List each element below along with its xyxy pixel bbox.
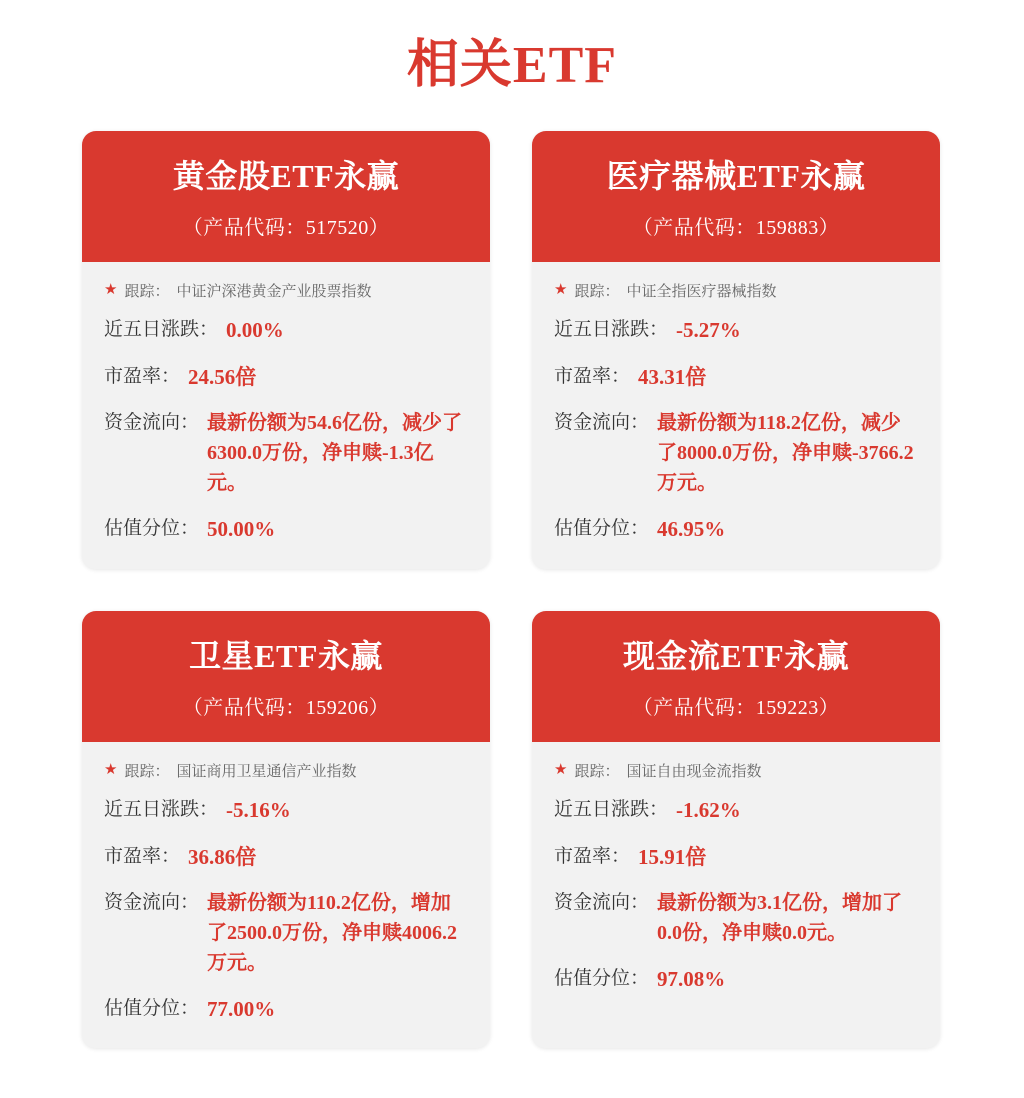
metric-label: 估值分位： bbox=[554, 967, 650, 989]
etf-code bbox=[100, 211, 472, 240]
etf-code-value: 517520 bbox=[305, 217, 369, 240]
metric-valuation-percentile bbox=[554, 514, 918, 544]
metric-value: 最新份额为110.2亿份，增加了2500.0万份，净申赎4006.2万元。 bbox=[207, 891, 458, 974]
metric-value: 最新份额为3.1亿份，增加了0.0份，净申赎0.0元。 bbox=[657, 891, 903, 944]
tracking-index-label: 跟踪： bbox=[574, 284, 620, 301]
etf-code-suffix: ） bbox=[368, 217, 390, 240]
metric-label: 市盈率： bbox=[104, 845, 181, 867]
metric-value: 46.95% bbox=[657, 517, 726, 542]
metric-five-day-change bbox=[104, 315, 468, 345]
metric-five-day-change bbox=[554, 315, 918, 345]
metric-value: 24.56倍 bbox=[188, 364, 257, 389]
metric-pe-ratio bbox=[554, 362, 918, 392]
metric-label: 估值分位： bbox=[104, 518, 200, 540]
metric-value: -5.27% bbox=[676, 318, 741, 343]
metric-value: -1.62% bbox=[676, 798, 741, 823]
metric-value: -5.16% bbox=[226, 798, 291, 823]
metric-label: 近五日涨跌： bbox=[104, 319, 219, 341]
tracking-index-label: 跟踪： bbox=[574, 764, 620, 781]
metric-label: 资金流向： bbox=[554, 891, 650, 913]
tracking-index-row bbox=[554, 760, 918, 781]
metric-label: 资金流向： bbox=[554, 412, 650, 434]
metric-pe-ratio bbox=[104, 362, 468, 392]
metric-value: 50.00% bbox=[207, 517, 276, 542]
tracking-index-value: 中证沪深港黄金产业股票指数 bbox=[176, 284, 372, 301]
etf-card-header bbox=[82, 131, 490, 262]
tracking-index-value: 国证自由现金流指数 bbox=[626, 764, 762, 781]
etf-code-suffix: ） bbox=[818, 697, 840, 720]
metric-value: 43.31倍 bbox=[638, 364, 707, 389]
metric-label: 市盈率： bbox=[104, 365, 181, 387]
etf-code-suffix: ） bbox=[368, 697, 390, 720]
metric-label: 资金流向： bbox=[104, 891, 200, 913]
etf-code-prefix: （产品代码： bbox=[182, 697, 306, 720]
metric-label: 市盈率： bbox=[554, 845, 631, 867]
metric-value: 最新份额为118.2亿份，减少了8000.0万份，净申赎-3766.2万元。 bbox=[657, 412, 914, 495]
etf-card-body bbox=[532, 742, 940, 1048]
etf-name: 医疗器械ETF永赢 bbox=[606, 158, 866, 194]
metric-value: 0.00% bbox=[226, 318, 284, 343]
metric-label: 估值分位： bbox=[554, 518, 650, 540]
page-title: 相关ETF bbox=[406, 37, 618, 94]
etf-card[interactable] bbox=[82, 131, 490, 569]
star-icon: ★ bbox=[554, 762, 568, 779]
etf-card[interactable] bbox=[532, 611, 940, 1049]
tracking-index-label: 跟踪： bbox=[124, 764, 170, 781]
metric-five-day-change bbox=[554, 795, 918, 825]
metric-fund-flow bbox=[104, 408, 468, 498]
etf-name: 现金流ETF永赢 bbox=[622, 637, 850, 674]
metric-label: 市盈率： bbox=[554, 365, 631, 387]
metric-fund-flow bbox=[554, 408, 918, 498]
metric-five-day-change bbox=[104, 795, 468, 825]
metric-label: 近五日涨跌： bbox=[104, 799, 219, 821]
metric-value: 最新份额为54.6亿份，减少了6300.0万份，净申赎-1.3亿元。 bbox=[207, 412, 463, 495]
tracking-index-value: 国证商用卫星通信产业指数 bbox=[176, 764, 357, 781]
etf-card[interactable] bbox=[82, 611, 490, 1049]
metric-valuation-percentile bbox=[104, 514, 468, 544]
metric-value: 36.86倍 bbox=[188, 844, 257, 869]
etf-code-suffix: ） bbox=[818, 217, 840, 240]
tracking-index-value: 中证全指医疗器械指数 bbox=[626, 284, 777, 301]
etf-code-prefix: （产品代码： bbox=[182, 217, 306, 240]
metric-value: 15.91倍 bbox=[638, 844, 707, 869]
etf-code-prefix: （产品代码： bbox=[632, 217, 756, 240]
etf-card-header bbox=[532, 131, 940, 262]
tracking-index-row bbox=[104, 760, 468, 781]
etf-card-header bbox=[82, 611, 490, 742]
metric-label: 资金流向： bbox=[104, 412, 200, 434]
metric-label: 近五日涨跌： bbox=[554, 319, 669, 341]
etf-code-value: 159883 bbox=[755, 217, 819, 240]
star-icon: ★ bbox=[554, 282, 568, 299]
etf-card-body bbox=[82, 262, 490, 568]
metric-value: 77.00% bbox=[207, 996, 276, 1021]
etf-card-body bbox=[532, 262, 940, 568]
metric-value: 97.08% bbox=[657, 966, 726, 991]
star-icon: ★ bbox=[104, 282, 118, 299]
etf-card-grid bbox=[82, 131, 942, 1048]
etf-code-value: 159206 bbox=[305, 697, 369, 720]
etf-code-value: 159223 bbox=[755, 697, 819, 720]
metric-pe-ratio bbox=[554, 842, 918, 872]
metric-fund-flow bbox=[104, 888, 468, 978]
etf-name: 黄金股ETF永赢 bbox=[172, 158, 400, 194]
metric-valuation-percentile bbox=[554, 964, 918, 994]
metric-valuation-percentile bbox=[104, 994, 468, 1024]
etf-code bbox=[100, 691, 472, 720]
star-icon: ★ bbox=[104, 762, 118, 779]
etf-card-header bbox=[532, 611, 940, 742]
etf-code-prefix: （产品代码： bbox=[632, 697, 756, 720]
metric-label: 近五日涨跌： bbox=[554, 799, 669, 821]
etf-name: 卫星ETF永赢 bbox=[189, 637, 383, 674]
etf-card-body bbox=[82, 742, 490, 1048]
tracking-index-row bbox=[104, 280, 468, 301]
etf-code bbox=[550, 211, 922, 240]
etf-code bbox=[550, 691, 922, 720]
metric-pe-ratio bbox=[104, 842, 468, 872]
metric-label: 估值分位： bbox=[104, 997, 200, 1019]
metric-fund-flow bbox=[554, 888, 918, 948]
etf-card[interactable] bbox=[532, 131, 940, 569]
tracking-index-label: 跟踪： bbox=[124, 284, 170, 301]
tracking-index-row bbox=[554, 280, 918, 301]
